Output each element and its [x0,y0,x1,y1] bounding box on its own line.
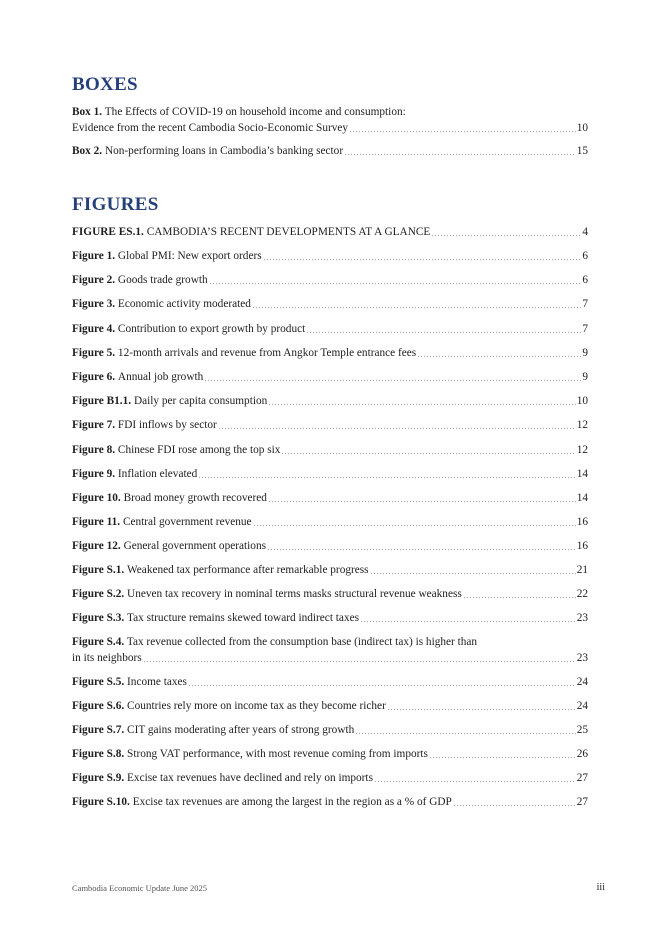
toc-entry-lead: FIGURE ES.1. [72,226,144,238]
toc-page-number: 26 [576,748,588,760]
dot-leader [188,685,576,686]
toc-entry-title: Uneven tax recovery in nominal terms masks structural revenue weakness [127,588,462,600]
toc-page-number: 24 [576,676,588,688]
toc-entry-title: Non-performing loans in Cambodia’s banking sector [104,145,344,157]
toc-entry-title: Countries rely more on income tax as they become richer [127,700,386,712]
dot-leader [374,781,576,782]
toc-page-number: 7 [582,323,588,335]
dot-leader [198,477,575,478]
dot-leader [431,235,581,236]
dot-leader [370,573,576,574]
toc-entry-lead: Figure 10. [72,492,121,504]
toc-entry-lead: Figure S.6. [72,700,125,712]
toc-entry-title-line1: The Effects of COVID-19 on household income and consumption: [104,106,406,118]
toc-entry-title: CIT gains moderating after years of strong growth [127,724,355,736]
toc-page-number: 10 [576,122,588,134]
toc-entry-lead: Figure 11. [72,516,121,528]
dot-leader [360,621,576,622]
toc-entry-title: Goods trade growth [117,274,208,286]
toc-entry-lead: Figure S.1. [72,564,125,576]
toc-entry-lead: Figure S.8. [72,748,125,760]
toc-entry-line1 [72,105,588,119]
toc-page-number: 14 [576,468,588,480]
dot-leader [263,259,582,260]
toc-entry-title: Chinese FDI rose among the top six [117,444,281,456]
toc-entry-figure[interactable] [72,723,588,737]
toc-entry-lead: Figure 5. [72,347,116,359]
toc-page-number: 22 [576,588,588,600]
figures-heading: FIGURES [72,194,159,215]
toc-page-number: 23 [576,612,588,624]
toc-entry-figure[interactable] [72,635,588,665]
toc-page-number: 15 [576,145,588,157]
toc-entry-figure[interactable] [72,675,588,689]
toc-entry-title: Economic activity moderated [117,298,251,310]
toc-entry-title: Inflation elevated [117,468,198,480]
toc-entry-figure[interactable] [72,467,588,481]
toc-entry-lead: Figure 7. [72,419,116,431]
toc-entry-lead: Figure S.10. [72,796,130,808]
toc-entry-title: Strong VAT performance, with most revenue coming from imports [127,748,428,760]
toc-entry-title-line1: Tax revenue collected from the consumption base (indirect tax) is higher than [126,636,478,648]
toc-entry-lead: Figure S.2. [72,588,125,600]
toc-page-number: 10 [576,395,588,407]
toc-entry-title: Global PMI: New export orders [117,250,262,262]
toc-entry-title: Contribution to export growth by product [117,323,306,335]
toc-entry-figure[interactable] [72,273,588,287]
toc-entry-box-2[interactable] [72,144,588,158]
toc-entry-lead: Figure S.3. [72,612,125,624]
toc-entry-title: Daily per capita consumption [133,395,268,407]
toc-entry-title: Weakened tax performance after remarkable progress [127,564,369,576]
toc-page-number: 23 [576,652,588,664]
footer-page-number: iii [596,882,605,893]
toc-entry-lead: Figure S.9. [72,772,125,784]
toc-entry-lead: Figure 3. [72,298,116,310]
toc-entry-figure[interactable] [72,418,588,432]
footer-publication: Cambodia Economic Update June 2025 [72,883,208,893]
toc-entry-box-1[interactable] [72,105,588,135]
toc-page-number: 9 [582,371,588,383]
toc-entry-lead: Figure S.5. [72,676,125,688]
toc-entry-lead: Figure B1.1. [72,395,132,407]
dot-leader [252,307,581,308]
dot-leader [218,428,576,429]
toc-page-number: 6 [582,250,588,262]
toc-entry-figure[interactable] [72,699,588,713]
toc-entry-figure[interactable] [72,587,588,601]
toc-entry-figure[interactable] [72,747,588,761]
toc-entry-figure[interactable] [72,370,588,384]
dot-leader [387,709,576,710]
toc-entry-figure[interactable] [72,539,588,553]
toc-entry-figure[interactable] [72,443,588,457]
toc-entry-figure[interactable] [72,346,588,360]
dot-leader [463,597,576,598]
dot-leader [267,549,576,550]
toc-entry-lead: Figure 8. [72,444,116,456]
toc-page-number: 25 [576,724,588,736]
toc-entry-figure[interactable] [72,249,588,263]
toc-entry-title: 12-month arrivals and revenue from Angkor Temple entrance fees [117,347,417,359]
toc-page-number: 27 [576,772,588,784]
toc-page-number: 14 [576,492,588,504]
toc-entry-title: Annual job growth [117,371,204,383]
toc-page-number: 12 [576,444,588,456]
toc-page-number: 7 [582,298,588,310]
toc-page-number: 27 [576,796,588,808]
toc-entry-lead: Figure 9. [72,468,116,480]
dot-leader [281,453,575,454]
toc-entry-figure[interactable] [72,394,588,408]
toc-entry-lead: Box 2. [72,145,103,157]
dot-leader [417,356,581,357]
toc-entry-figure[interactable] [72,225,588,239]
toc-entry-figure[interactable] [72,491,588,505]
toc-entry-lead: Figure 12. [72,540,121,552]
dot-leader [209,283,582,284]
toc-entry-title: Excise tax revenues have declined and rely on imports [127,772,373,784]
toc-entry-line1 [72,635,588,649]
toc-page-number: 9 [582,347,588,359]
toc-entry-title: in its neighbors [72,652,142,664]
toc-entry-lead: Figure 1. [72,250,116,262]
dot-leader [429,757,576,758]
toc-entry-figure[interactable] [72,611,588,625]
toc-entry-title: Broad money growth recovered [123,492,267,504]
dot-leader [355,733,575,734]
toc-entry-figure[interactable] [72,795,588,809]
toc-page-number: 4 [582,226,588,238]
toc-entry-lead: Figure S.4. [72,636,125,648]
toc-page-number: 16 [576,516,588,528]
toc-entry-figure[interactable] [72,297,588,311]
toc-entry-title: Excise tax revenues are among the largest in the region as a % of GDP [132,796,452,808]
toc-entry-lead: Figure 2. [72,274,116,286]
toc-page-number: 12 [576,419,588,431]
dot-leader [268,404,575,405]
toc-page-number: 21 [576,564,588,576]
toc-entry-title: General government operations [123,540,266,552]
toc-entry-title: CAMBODIA’S RECENT DEVELOPMENTS AT A GLANCE [146,226,431,238]
dot-leader [253,525,576,526]
toc-entry-title: Central government revenue [122,516,252,528]
toc-entry-lead: Figure 6. [72,371,116,383]
toc-entry-title: Evidence from the recent Cambodia Socio-Economic Survey [72,122,349,134]
dot-leader [268,501,576,502]
toc-entry-title: FDI inflows by sector [117,419,217,431]
toc-entry-lead: Figure S.7. [72,724,125,736]
toc-page-number: 6 [582,274,588,286]
toc-entry-lead: Box 1. [72,106,103,118]
toc-entry-lead: Figure 4. [72,323,116,335]
boxes-heading: BOXES [72,74,138,95]
toc-page-number: 16 [576,540,588,552]
table-of-contents [72,0,588,936]
dot-leader [453,805,576,806]
toc-entry-figure[interactable] [72,322,588,336]
dot-leader [143,661,576,662]
toc-entry-title: Tax structure remains skewed toward indirect taxes [127,612,359,624]
dot-leader [306,332,581,333]
dot-leader [349,131,576,132]
toc-entry-title: Income taxes [127,676,187,688]
dot-leader [344,154,576,155]
toc-entry-figure[interactable] [72,563,588,577]
toc-entry-figure[interactable] [72,515,588,529]
dot-leader [204,380,581,381]
toc-entry-figure[interactable] [72,771,588,785]
toc-page-number: 24 [576,700,588,712]
